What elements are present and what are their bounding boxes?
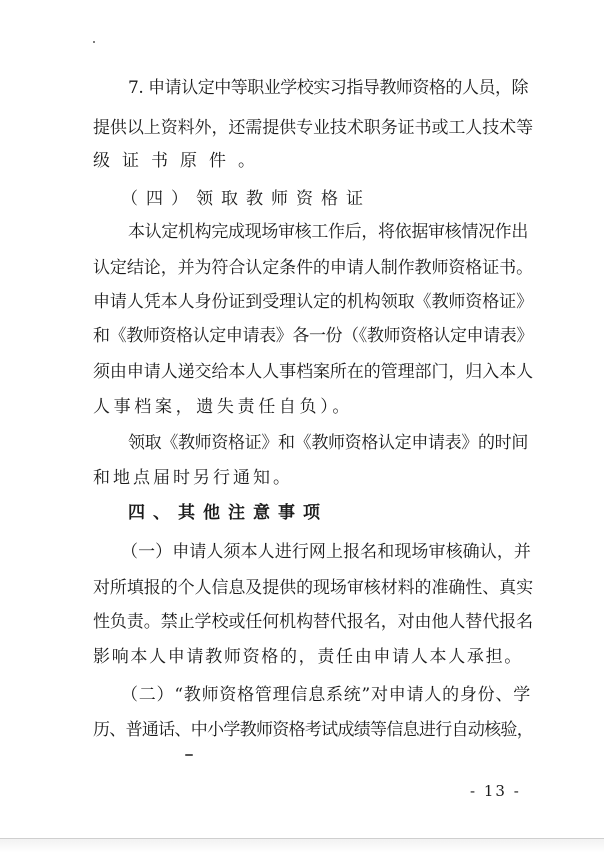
text-line-17: 影响本人申请教师资格的，责任由申请人本人承担。 bbox=[93, 647, 523, 667]
text-line-12: 和地点届时另行通知。 bbox=[93, 468, 293, 488]
text-line-14: （一）申请人须本人进行网上报名和现场审核确认，并 bbox=[121, 542, 531, 562]
text-line-3: 级证书原件。 bbox=[93, 151, 267, 171]
page-edge-shadow bbox=[0, 839, 604, 853]
text-line-9: 须由申请人递交给本人人事档案所在的管理部门，归入本人 bbox=[93, 362, 533, 382]
text-line-15: 对所填报的个人信息及提供的现场审核材料的准确性、真实 bbox=[93, 578, 533, 598]
text-line-8: 和《教师资格认定申请表》各一份（《教师资格认定申请表》 bbox=[93, 326, 533, 346]
text-line-1: 7. 申请认定中等职业学校实习指导教师资格的人员，除 bbox=[128, 78, 528, 98]
text-line-18: （二）“教师资格管理信息系统”对申请人的身份、学 bbox=[121, 685, 531, 705]
scan-speck bbox=[93, 41, 95, 43]
scan-speck bbox=[185, 754, 193, 756]
text-line-16: 性负责。禁止学校或任何机构替代报名，对由他人替代报名 bbox=[93, 612, 533, 632]
page-number: - 13 - bbox=[470, 782, 521, 800]
text-line-10: 人事档案，遗失责任自负）。 bbox=[93, 397, 353, 417]
section-heading-4: （四）领取教师资格证 bbox=[121, 189, 371, 209]
text-line-19: 历、普通话、中小学教师资格考试成绩等信息进行自动核验， bbox=[93, 720, 533, 740]
text-line-11: 领取《教师资格证》和《教师资格认定申请表》的时间 bbox=[128, 433, 528, 453]
section-heading-other-notes: 四、其他注意事项 bbox=[128, 503, 328, 523]
text-line-7: 申请人凭本人身份证到受理认定的机构领取《教师资格证》 bbox=[93, 292, 533, 312]
text-line-5: 本认定机构完成现场审核工作后，将依据审核情况作出 bbox=[128, 222, 528, 242]
text-line-6: 认定结论，并为符合认定条件的申请人制作教师资格证书。 bbox=[93, 258, 533, 278]
text-line-2: 提供以上资料外，还需提供专业技术职务证书或工人技术等 bbox=[93, 118, 533, 138]
